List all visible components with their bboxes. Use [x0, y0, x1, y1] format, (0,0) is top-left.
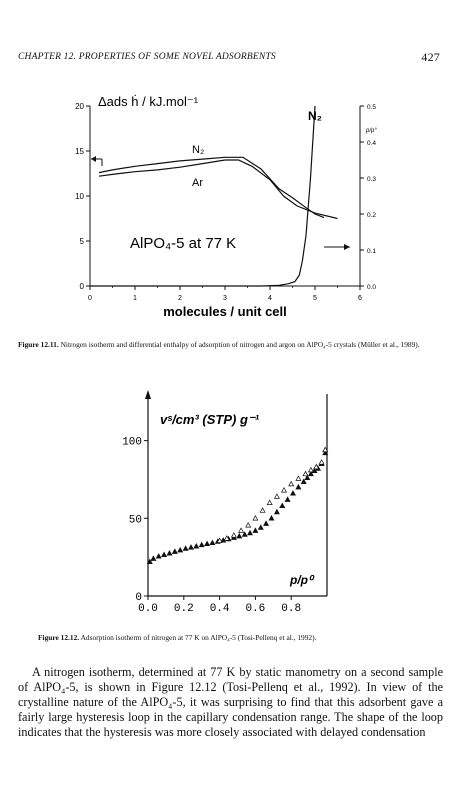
data-point — [319, 460, 324, 464]
data-point — [269, 516, 274, 520]
data-point — [296, 476, 301, 480]
data-point — [151, 556, 156, 560]
right-tick-label: 0.5 — [367, 104, 377, 111]
data-point — [183, 546, 188, 550]
data-point — [199, 542, 204, 546]
data-point — [253, 516, 258, 520]
data-point — [253, 528, 258, 532]
caption-label: Figure 12.12. — [38, 633, 80, 642]
right-tick-label: 0.4 — [367, 140, 377, 147]
adsorption-series — [147, 450, 327, 563]
data-point — [156, 554, 161, 558]
fig2-x-axis-label: p/p⁰ — [290, 573, 313, 587]
fig1-right-axis-label: p/p° — [366, 128, 377, 134]
fig1-label-ar: Ar — [192, 177, 203, 189]
page-number: 427 — [421, 50, 440, 64]
data-point — [291, 491, 296, 495]
x-tick-label: 6 — [358, 295, 362, 302]
figure-12-11-chart — [50, 88, 390, 318]
running-title: CHAPTER 12. PROPERTIES OF SOME NOVEL ADSORBENTS — [18, 52, 276, 62]
caption-label: Figure 12.11. — [18, 340, 59, 349]
fig1-sample-label: AlPO₄-5 at 77 K — [130, 235, 237, 252]
data-point — [162, 552, 167, 556]
data-point — [167, 551, 172, 555]
data-point — [210, 540, 215, 544]
fig1-label-n2-isotherm: N₂ — [308, 109, 322, 123]
data-point — [205, 541, 210, 545]
data-point — [178, 548, 183, 552]
body-paragraph: A nitrogen isotherm, determined at 77 K by static manometry on a second sample of AlPO₄-5, is shown in Figure 12.12 (Tosi-Pellenq et al., 1992). In view of the crystalline nature of the AlPO₄-5, it was surprising to find that this adsorbent gave a fairly large hysteresis loop in the capillary condensation range. The shape of the loop indicates that the hysteresis was more closely associated with delayed condensation — [18, 665, 443, 740]
right-tick-label: 0.2 — [367, 212, 377, 219]
fig1-left-axis-label: Δads ḣ / kJ.mol⁻¹ — [98, 94, 199, 109]
enthalpy-n2-line — [99, 157, 324, 217]
data-point — [264, 521, 269, 525]
left-tick-label: 10 — [75, 192, 84, 201]
fig1-right-arrow — [324, 244, 350, 250]
data-point — [285, 497, 290, 501]
data-point — [172, 549, 177, 553]
data-point — [194, 544, 199, 548]
x-tick-label: 1 — [133, 295, 137, 302]
right-tick-label: 0.0 — [367, 284, 377, 291]
right-tick-label: 0.3 — [367, 176, 377, 183]
data-point — [267, 500, 272, 504]
left-tick-label: 0 — [79, 282, 84, 291]
left-tick-label: 5 — [79, 237, 84, 246]
data-point — [296, 485, 301, 489]
x-tick-label: 2 — [178, 295, 182, 302]
x-tick-label: 4 — [268, 295, 272, 302]
data-point — [309, 468, 314, 472]
data-point — [280, 503, 285, 507]
x-tick-label: 0.4 — [209, 603, 230, 615]
data-point — [275, 510, 280, 514]
data-point — [282, 488, 287, 492]
fig2-y-axis-label: vˢ/cm³ (STP) g⁻¹ — [160, 412, 260, 427]
data-point — [237, 534, 242, 538]
figure-12-12-chart — [110, 390, 350, 625]
x-tick-label: 5 — [313, 295, 317, 302]
data-point — [289, 482, 294, 486]
fig1-x-axis-label: molecules / unit cell — [163, 304, 287, 319]
x-tick-label: 0.8 — [281, 603, 302, 615]
running-head — [18, 50, 440, 66]
data-point — [232, 533, 237, 537]
x-tick-label: 0.2 — [173, 603, 194, 615]
data-point — [258, 525, 263, 529]
data-point — [189, 545, 194, 549]
y-tick-label: 50 — [128, 514, 142, 527]
data-point — [275, 494, 280, 498]
desorption-series — [217, 447, 327, 542]
caption-text: Adsorption isotherm of nitrogen at 77 K on AlPO₄-5 (Tosi-Pellenq et al., 1992). — [80, 633, 317, 642]
figure-12-11-caption — [18, 340, 443, 350]
data-point — [246, 523, 251, 527]
data-point — [260, 508, 265, 512]
right-tick-label: 0.1 — [367, 248, 377, 255]
fig1-left-arrow — [91, 156, 102, 166]
y-tick-label: 100 — [122, 436, 142, 449]
left-tick-label: 15 — [75, 147, 84, 156]
y-tick-label: 0 — [135, 592, 142, 604]
fig1-axes — [90, 106, 360, 286]
enthalpy-ar-line — [99, 160, 338, 219]
caption-text: Nitrogen isotherm and differential enthalpy of adsorption of nitrogen and argon on AlPO₄-5 crystals (Müller et al., 1989). — [60, 340, 420, 349]
x-tick-label: 3 — [223, 295, 227, 302]
x-tick-label: 0.6 — [245, 603, 266, 615]
data-point — [239, 528, 244, 532]
fig1-label-n2-enthalpy: N₂ — [192, 144, 205, 156]
x-tick-label: 0.0 — [138, 603, 158, 615]
figure-12-12-caption — [38, 633, 438, 643]
left-tick-label: 20 — [75, 102, 84, 111]
isotherm-n2-line — [90, 106, 315, 286]
x-tick-label: 0 — [88, 295, 92, 302]
data-point — [248, 531, 253, 535]
data-point — [303, 471, 308, 475]
